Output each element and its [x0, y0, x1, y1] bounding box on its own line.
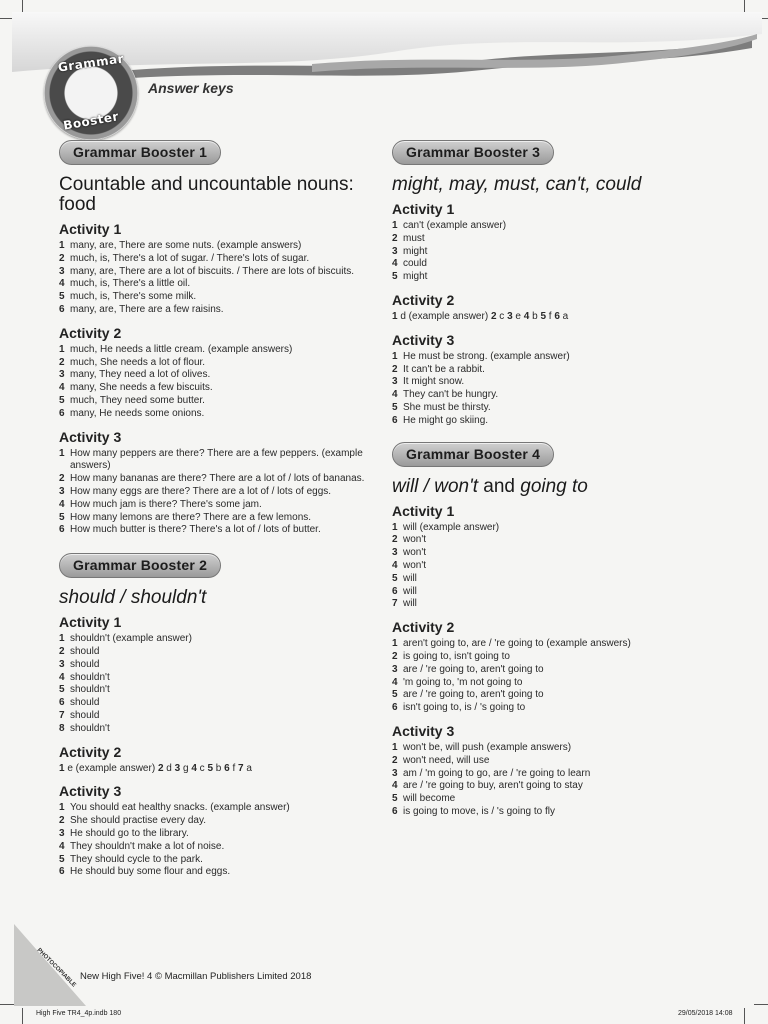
answer-text: How much jam is there? There's some jam.	[70, 498, 262, 510]
answer-text: is going to move, is / 's going to fly	[403, 805, 555, 817]
pair-number: 5	[540, 310, 546, 322]
answer-item	[392, 233, 704, 246]
activity-title: Activity 3	[392, 722, 455, 739]
activity-title: Activity 1	[59, 221, 122, 237]
answer-number: 3	[392, 663, 398, 675]
section-title-gb3: might, may, must, can't, could	[392, 174, 642, 195]
answer-number: 4	[59, 382, 65, 394]
answer-text: aren't going to, are / 're going to (example answers)	[403, 638, 631, 650]
answer-number: 7	[392, 598, 398, 610]
section-pill-gb1: Grammar Booster 1	[59, 140, 221, 165]
answer-text: It can't be a rabbit.	[403, 363, 485, 375]
answer-number: 4	[59, 840, 65, 852]
answer-item	[59, 710, 371, 723]
answer-text: much, is, There's a lot of sugar. / There's lots of sugar.	[70, 252, 310, 264]
photocopiable-label: PHOTOCOPIABLE	[35, 947, 77, 989]
pair-number: 1	[59, 762, 65, 774]
answer-item	[59, 802, 371, 815]
answer-item	[59, 395, 371, 408]
answer-text: shouldn't (example answer)	[70, 633, 192, 645]
answer-number: 2	[59, 815, 65, 827]
answer-text: will	[403, 585, 417, 597]
answer-number: 2	[392, 534, 398, 546]
answer-number: 2	[59, 473, 65, 485]
pair-number: 6	[554, 310, 560, 322]
pair-number: 1	[392, 310, 398, 322]
left-column	[59, 140, 371, 887]
answer-item	[59, 369, 371, 382]
answer-number: 5	[392, 793, 398, 805]
answer-item	[392, 586, 704, 599]
section-pill-gb4: Grammar Booster 4	[392, 442, 554, 467]
answer-text: It might snow.	[403, 376, 465, 388]
answer-number: 5	[392, 689, 398, 701]
answer-item	[59, 304, 371, 317]
answer-item	[392, 677, 704, 690]
answer-number: 5	[59, 684, 65, 696]
pair-number: 3	[507, 310, 513, 322]
answer-number: 6	[392, 805, 398, 817]
answer-number: 6	[59, 524, 65, 536]
section-title-gb4	[392, 477, 704, 497]
answer-text: 'm going to, 'm not going to	[403, 676, 523, 688]
answer-item	[392, 220, 704, 233]
answer-text: should	[70, 709, 100, 721]
answer-list	[392, 522, 704, 612]
answer-text: will become	[403, 793, 456, 805]
answer-number: 1	[392, 638, 398, 650]
answer-number: 3	[59, 827, 65, 839]
answer-item	[59, 697, 371, 710]
answer-item	[392, 522, 704, 535]
page-subtitle: Answer keys	[148, 80, 234, 96]
answer-item	[59, 672, 371, 685]
answer-text: are / 're going to, aren't going to	[403, 663, 544, 675]
answer-number: 6	[392, 585, 398, 597]
answer-number: 1	[392, 741, 398, 753]
answer-number: 6	[392, 702, 398, 714]
answer-item	[392, 689, 704, 702]
answer-number: 3	[59, 485, 65, 497]
answer-text: many, They need a lot of olives.	[70, 369, 211, 381]
answer-text: won't	[403, 547, 427, 559]
matching-answers	[59, 763, 371, 776]
answer-item	[392, 638, 704, 651]
answer-item	[392, 573, 704, 586]
answer-text: How many bananas are there? There are a lot of / lots of bananas.	[70, 473, 365, 485]
print-slug-date: 29/05/2018 14:08	[678, 1010, 733, 1017]
answer-item	[59, 828, 371, 841]
answer-text: must	[403, 232, 425, 244]
answer-text: many, are, There are a few raisins.	[70, 303, 224, 315]
answer-item	[392, 702, 704, 715]
pair-answer: e	[512, 310, 524, 322]
answer-item	[59, 841, 371, 854]
answer-item	[59, 512, 371, 525]
answer-list	[59, 633, 371, 735]
answer-item	[59, 486, 371, 499]
answer-text: won't	[403, 534, 427, 546]
answer-text: How many peppers are there? There are a few peppers. (example answers)	[70, 447, 363, 472]
answer-number: 4	[59, 671, 65, 683]
answer-number: 1	[59, 802, 65, 814]
answer-text: shouldn't	[70, 684, 110, 696]
activity-title: Activity 3	[59, 783, 122, 800]
answer-number: 2	[392, 363, 398, 375]
answer-item	[392, 664, 704, 677]
answer-number: 5	[59, 291, 65, 303]
answer-number: 1	[59, 343, 65, 355]
crop-mark	[754, 1004, 768, 1005]
answer-number: 1	[392, 350, 398, 362]
answer-text: He might go skiing.	[403, 414, 489, 426]
answer-item	[392, 806, 704, 819]
answer-item	[59, 253, 371, 266]
answer-item	[392, 598, 704, 611]
pair-answer: c	[496, 310, 508, 322]
answer-number: 8	[59, 722, 65, 734]
pair-number: 2	[157, 762, 164, 774]
answer-item	[59, 266, 371, 279]
answer-number: 2	[59, 252, 65, 264]
answer-number: 3	[59, 369, 65, 381]
answer-number: 6	[59, 697, 65, 709]
answer-item	[59, 382, 371, 395]
answer-item	[59, 723, 371, 736]
answer-item	[392, 246, 704, 259]
answer-number: 6	[59, 407, 65, 419]
answer-item	[59, 357, 371, 370]
answer-number: 3	[59, 658, 65, 670]
answer-item	[392, 376, 704, 389]
pair-answer: b	[213, 762, 225, 774]
answer-list	[59, 344, 371, 421]
pair-answer: d (example answer)	[397, 310, 491, 322]
answer-number: 4	[392, 780, 398, 792]
pair-number: 5	[207, 762, 213, 774]
answer-text: How many eggs are there? There are a lot of / lots of eggs.	[70, 485, 332, 497]
answer-item	[59, 278, 371, 291]
answer-text: will (example answer)	[403, 521, 500, 533]
answer-number: 5	[59, 511, 65, 523]
pair-answer: d	[163, 762, 175, 774]
answer-number: 4	[392, 258, 398, 270]
pair-number: 4	[523, 310, 530, 322]
answer-item	[392, 780, 704, 793]
answer-text: many, are, There are a lot of biscuits. / There are lots of biscuits.	[70, 265, 355, 277]
answer-number: 6	[392, 414, 398, 426]
pair-answer: a	[559, 310, 569, 322]
matching-answers	[392, 311, 704, 324]
answer-item	[59, 473, 371, 486]
pair-answer: f	[546, 310, 555, 322]
answer-number: 3	[392, 376, 398, 388]
section-pill-gb3: Grammar Booster 3	[392, 140, 554, 165]
answer-list	[392, 742, 704, 819]
answer-item	[59, 291, 371, 304]
answer-item	[392, 755, 704, 768]
section-title-gb2: should / shouldn't	[59, 587, 207, 609]
section-pill-gb2: Grammar Booster 2	[59, 553, 221, 578]
answer-list	[59, 448, 371, 538]
title-italic-end: going to	[520, 475, 588, 497]
answer-text: many, are, There are some nuts. (example answers)	[70, 240, 302, 251]
answer-number: 1	[59, 240, 65, 251]
answer-item	[59, 815, 371, 828]
answer-text: won't need, will use	[403, 754, 490, 766]
answer-number: 2	[392, 650, 398, 662]
answer-list	[59, 240, 371, 317]
answer-text: How much butter is there? There's a lot of / lots of butter.	[70, 524, 321, 536]
answer-item	[392, 415, 704, 428]
pair-answer: f	[229, 762, 239, 774]
answer-number: 4	[59, 278, 65, 290]
answer-number: 5	[392, 271, 398, 283]
pair-number: 2	[490, 310, 497, 322]
crop-mark	[0, 1004, 14, 1005]
activity-title: Activity 2	[59, 743, 122, 760]
activity-title: Activity 2	[392, 619, 455, 636]
answer-text: could	[403, 258, 427, 270]
crop-mark	[744, 1008, 745, 1024]
answer-text: might	[403, 245, 428, 257]
logo-text-bottom: Booster	[62, 109, 120, 133]
right-column	[392, 140, 704, 827]
answer-text: They shouldn't make a lot of noise.	[70, 840, 225, 852]
answer-item	[59, 240, 371, 253]
activity-title: Activity 2	[59, 324, 122, 341]
answer-text: won't	[403, 559, 427, 571]
answer-item	[59, 344, 371, 357]
answer-item	[392, 364, 704, 377]
answer-text: You should eat healthy snacks. (example answer)	[70, 802, 290, 814]
answer-number: 1	[59, 447, 65, 459]
answer-item	[392, 389, 704, 402]
answer-number: 4	[392, 676, 398, 688]
answer-list	[59, 802, 371, 879]
answer-item	[392, 768, 704, 781]
answer-number: 1	[392, 220, 398, 231]
answer-text: many, He needs some onions.	[70, 407, 205, 419]
activity-title: Activity 1	[59, 614, 122, 631]
grammar-booster-logo	[44, 46, 138, 140]
answer-number: 1	[59, 633, 65, 645]
answer-text: They can't be hungry.	[403, 389, 499, 401]
answer-number: 5	[392, 401, 398, 413]
answer-item	[59, 854, 371, 867]
answer-item	[392, 402, 704, 415]
answer-number: 5	[59, 853, 65, 865]
answer-item	[392, 351, 704, 364]
answer-text: won't be, will push (example answers)	[403, 741, 572, 753]
answer-item	[392, 651, 704, 664]
answer-text: is going to, isn't going to	[403, 650, 510, 662]
answer-number: 3	[59, 265, 65, 277]
pair-answer: b	[529, 310, 541, 322]
answer-item	[59, 659, 371, 672]
answer-item	[392, 560, 704, 573]
answer-text: They should cycle to the park.	[70, 853, 203, 865]
answer-text: should	[70, 645, 100, 657]
print-slug-file: High Five TR4_4p.indb 180	[36, 1010, 122, 1017]
answer-number: 3	[392, 547, 398, 559]
answer-text: are / 're going to buy, aren't going to stay	[403, 780, 583, 792]
answer-text: much, is, There's a little oil.	[70, 278, 191, 290]
answer-item	[392, 793, 704, 806]
answer-text: will	[403, 572, 417, 584]
pair-answer: g	[180, 762, 192, 774]
crop-mark	[22, 1008, 23, 1024]
answer-number: 7	[59, 709, 65, 721]
answer-item	[59, 866, 371, 879]
title-italic-part: will / won't	[392, 475, 478, 497]
activity-title: Activity 3	[392, 331, 455, 348]
answer-item	[392, 547, 704, 560]
answer-number: 2	[392, 754, 398, 766]
answer-number: 4	[59, 498, 65, 510]
answer-list	[392, 220, 704, 284]
answer-text: should	[70, 697, 100, 709]
answer-text: are / 're going to, aren't going to	[403, 689, 544, 701]
pair-answer: e (example answer)	[64, 762, 158, 774]
activity-title: Activity 2	[392, 291, 455, 308]
answer-number: 6	[59, 866, 65, 878]
title-connector: and	[477, 475, 521, 497]
logo-text-top: Grammar	[57, 51, 125, 75]
answer-item	[59, 448, 371, 474]
answer-text: He should buy some flour and eggs.	[70, 866, 231, 878]
answer-text: should	[70, 658, 100, 670]
answer-text: will	[403, 598, 417, 610]
answer-number: 2	[59, 356, 65, 368]
pair-number: 4	[191, 762, 197, 774]
answer-number: 2	[392, 232, 398, 244]
answer-text: shouldn't	[70, 722, 110, 734]
pair-answer: c	[196, 762, 208, 774]
answer-text: much, They need some butter.	[70, 394, 205, 406]
answer-text: She should practise every day.	[70, 815, 207, 827]
answer-item	[392, 258, 704, 271]
answer-number: 6	[59, 303, 65, 315]
answer-number: 5	[392, 572, 398, 584]
answer-text: He must be strong. (example answer)	[403, 350, 570, 362]
answer-item	[59, 633, 371, 646]
answer-item	[392, 534, 704, 547]
activity-title: Activity 1	[392, 201, 455, 217]
section-title-gb1: Countable and uncountable nouns: food	[59, 174, 354, 215]
copyright-line: New High Five! 4 © Macmillan Publishers Limited 2018	[80, 971, 312, 982]
answer-list	[392, 351, 704, 428]
answer-item	[59, 646, 371, 659]
answer-list	[392, 638, 704, 715]
answer-number: 2	[59, 645, 65, 657]
pair-number: 7	[238, 762, 244, 774]
answer-item	[392, 742, 704, 755]
answer-number: 3	[392, 245, 398, 257]
answer-number: 3	[392, 767, 398, 779]
activity-title: Activity 1	[392, 502, 455, 519]
answer-text: much, He needs a little cream. (example answers)	[70, 343, 293, 355]
answer-text: much, She needs a lot of flour.	[70, 356, 206, 368]
answer-number: 4	[392, 389, 398, 401]
answer-text: He should go to the library.	[70, 827, 189, 839]
answer-number: 1	[392, 521, 398, 533]
answer-text: many, She needs a few biscuits.	[70, 382, 213, 394]
pair-answer: a	[243, 762, 252, 774]
activity-title: Activity 3	[59, 428, 122, 445]
answer-item	[392, 271, 704, 284]
answer-text: much, is, There's some milk.	[70, 291, 197, 303]
answer-text: How many lemons are there? There are a few lemons.	[70, 511, 312, 523]
answer-text: She must be thirsty.	[403, 401, 491, 413]
answer-text: can't (example answer)	[403, 220, 507, 231]
answer-number: 5	[59, 394, 65, 406]
answer-text: am / 'm going to go, are / 're going to learn	[403, 767, 591, 779]
pair-number: 3	[174, 762, 181, 774]
answer-text: isn't going to, is / 's going to	[403, 702, 526, 714]
answer-text: might	[403, 271, 428, 283]
answer-item	[59, 499, 371, 512]
answer-item	[59, 684, 371, 697]
answer-item	[59, 524, 371, 537]
pair-number: 6	[224, 762, 230, 774]
answer-text: shouldn't	[70, 671, 110, 683]
answer-number: 4	[392, 559, 398, 571]
answer-item	[59, 408, 371, 421]
